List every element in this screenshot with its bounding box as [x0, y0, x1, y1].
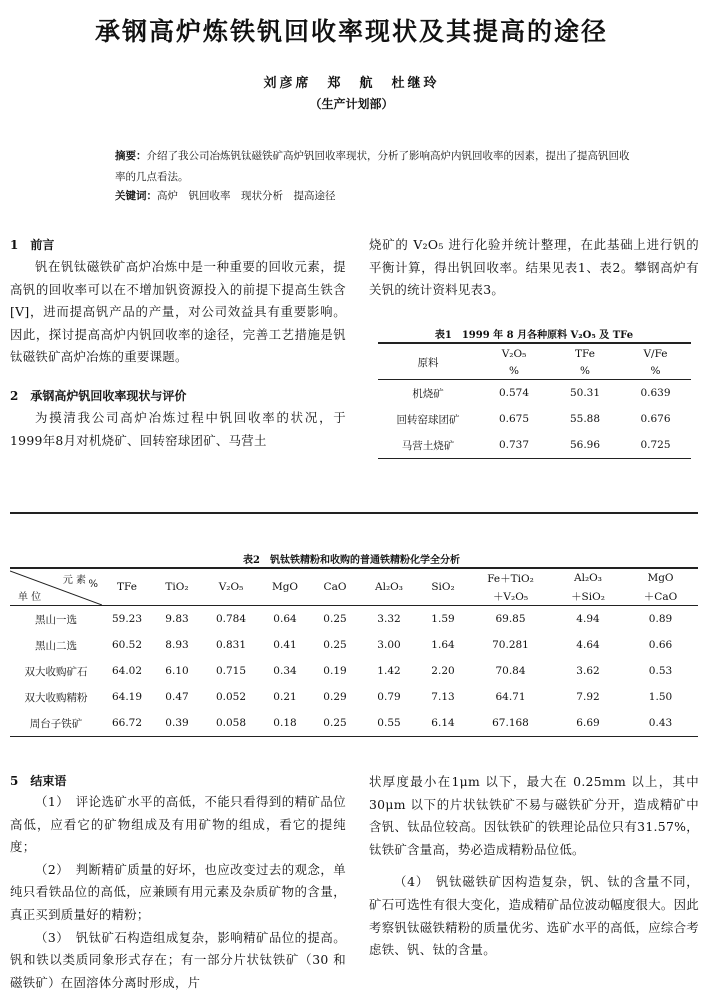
table2-header: V₂O₅ [202, 569, 260, 606]
table2-cell: 0.55 [377, 717, 401, 729]
table2-cell: 双大收购矿石 [24, 665, 88, 678]
table2-cell: 0.21 [273, 691, 297, 703]
table-row [378, 380, 691, 407]
left-column-bottom [10, 772, 346, 994]
table2-cell: 7.92 [576, 691, 600, 703]
table2-corner-bottom: 单 位 [18, 592, 42, 603]
table-row [10, 710, 698, 737]
table2-cell: 0.25 [323, 717, 347, 729]
table2-cell: 64.71 [495, 691, 526, 703]
table2-cell: 0.29 [323, 691, 347, 703]
table2-cell: 4.64 [576, 639, 600, 651]
table1-unit: % [650, 364, 661, 377]
table2-header: CaO [310, 569, 360, 606]
table2-caption: 表2 钒钛铁精粉和收购的普通铁精粉化学全分析 [243, 555, 460, 566]
conclusion-item-1: （1） 评论选矿水平的高低，不能只看得到的精矿品位高低，应看它的矿物组成及有用矿物的组成，看它的提纯度； [10, 794, 346, 855]
table2-header: ＋CaO [643, 590, 678, 603]
table2-cell: 64.19 [111, 691, 143, 703]
table2-cell: 0.39 [165, 717, 189, 729]
table2-cell: 8.93 [165, 639, 189, 651]
table2-cell: 9.83 [165, 613, 189, 625]
department: （生产计划部） [309, 97, 394, 111]
table2-cell: 0.47 [165, 691, 189, 703]
table2-cell: 69.85 [495, 613, 526, 625]
abstract-text: 介绍了我公司冶炼钒钛磁铁矿高炉钒回收率现状，分析了影响高炉内钒回收率的因素，提出了提高钒回收率的几点看法。 [115, 150, 630, 183]
table2-cell: 0.715 [215, 665, 247, 677]
table2-header: TiO₂ [152, 569, 202, 606]
table2-cell: 3.00 [377, 639, 401, 651]
table2-header: Fe＋TiO₂ [487, 572, 534, 585]
table2-header: SiO₂ [418, 569, 468, 606]
table2-cell: 0.41 [273, 639, 297, 651]
table1-header: V₂O₅ [501, 347, 527, 360]
conclusion-item-3: （3） 钒钛矿石构造组成复杂，影响精矿品位的提高。钒和铁以类质同象形式存在；有一部分片状钛铁矿（30 和磁铁矿）在固溶体分离时形成，片 [10, 929, 346, 990]
table-row [10, 684, 698, 710]
right-column-bottom [369, 771, 699, 962]
table2-cell: 1.50 [648, 691, 673, 703]
authors: 刘彦席 郑 航 杜继玲 [263, 76, 440, 91]
table-row [378, 406, 691, 432]
table2-cell: 黑山二选 [35, 639, 77, 652]
table2-cell: 6.10 [165, 665, 189, 677]
keywords-label: 关键词： [115, 190, 157, 202]
table2-cell: 0.058 [215, 717, 247, 729]
table2-cell: 0.79 [377, 691, 401, 703]
table2-header: MgO [260, 569, 310, 606]
table2-cell: 1.59 [431, 613, 455, 625]
keywords [115, 188, 336, 203]
table1-cell: 0.574 [498, 387, 530, 399]
conclusion-item-2: （2） 判断精矿质量的好坏，也应改变过去的观念，单纯只看铁品位的高低，应兼顾有用元素及杂质矿物的含量，真正买到质量好的精粉； [10, 861, 346, 922]
table2-header: TFe [102, 569, 152, 606]
table2-cell: 0.831 [215, 639, 247, 651]
table1-header-material: 原料 [378, 345, 478, 380]
right-column-top [369, 234, 699, 302]
section-2-continued: 烧矿的 V₂O₅ 进行化验并统计整理，在此基础上进行钒的平衡计算，得出钒回收率。结果见表1、表2。攀钢高炉有关钒的统计资料见表3。 [369, 237, 699, 298]
table1-cell: 0.675 [498, 413, 530, 425]
conclusion-item-4: （4） 钒钛磁铁矿因构造复杂，钒、钛的含量不同，矿石可选性有很大变化，造成精矿品位波动幅度很大。因此考察钒钛磁铁精粉的质量优劣、选矿水平的高低，应综合考虑铁、钒、钛的含量。 [369, 874, 699, 958]
conclusion-item-3-continued: 状厚度最小在1μm 以下，最大在 0.25mm 以上，其中 30μm 以下的片状钛铁矿不易与磁铁矿分开，造成精矿中含钒、钛品位较高。因钛铁矿的铁理论品位只有31.57%，钛铁矿含量高，势必造成精粉品位低。 [369, 774, 699, 857]
table2-header: ＋SiO₂ [571, 590, 605, 603]
section-1-paragraph: 钒在钒钛磁铁矿高炉冶炼中是一种重要的回收元素，提高钒的回收率可以在不增加钒资源投入的前提下提高生铁含[V]，进而提高钒产品的产量，对公司效益具有重要影响。因此，探讨提高高炉内钒回收率的途径，完善工艺措施是钒钛磁铁矿高炉冶炼的重要课题。 [10, 259, 346, 365]
table-row [10, 606, 698, 633]
table2-corner-cell [10, 569, 102, 606]
table1-cell: 马营土烧矿 [401, 439, 455, 452]
table1-cell: 机烧矿 [412, 387, 444, 400]
table2 [10, 569, 698, 737]
table2-cell: 0.25 [323, 639, 347, 651]
abstract [115, 146, 635, 188]
table1-cell: 56.96 [569, 439, 601, 451]
table2-cell: 60.52 [111, 639, 143, 651]
table2-cell: 双大收购精粉 [24, 691, 88, 704]
table2-cell: 64.02 [111, 665, 143, 677]
table2-cell: 周台子铁矿 [29, 717, 83, 730]
table1-caption: 表1 1999 年 8 月各种原料 V₂O₅ 及 TFe [434, 330, 634, 341]
table2-cell: 6.14 [431, 717, 455, 729]
table2-cell: 3.62 [576, 665, 600, 677]
table1-cell: 50.31 [569, 387, 601, 399]
table2-cell: 0.18 [273, 717, 297, 729]
abstract-label: 摘要： [115, 150, 147, 162]
table2-cell: 7.13 [431, 691, 455, 703]
table1-top-rule [378, 342, 691, 344]
table2-cell: 0.43 [648, 717, 673, 729]
table1-cell: 55.88 [569, 413, 601, 425]
table1-cell: 0.737 [498, 439, 530, 451]
table2-cell: 70.281 [492, 639, 529, 651]
paper-title: 承钢高炉炼铁钒回收率现状及其提高的途径 [94, 17, 608, 46]
page-divider [10, 512, 698, 514]
table-row [378, 432, 691, 459]
table2-cell: 0.34 [273, 665, 297, 677]
table2-cell: 2.20 [431, 665, 455, 677]
section-2-heading: 2 承钢高炉钒回收率现状与评价 [10, 388, 187, 403]
table2-cell: 3.32 [377, 613, 401, 625]
table2-cell: 0.19 [323, 665, 347, 677]
table2-cell: 0.53 [648, 665, 673, 677]
table2-cell: 0.784 [215, 613, 247, 625]
table1-cell: 0.725 [640, 439, 671, 451]
table-row [10, 632, 698, 658]
table1 [378, 345, 691, 459]
keywords-text: 高炉 钒回收率 现状分析 提高途径 [157, 190, 336, 202]
table2-cell: 0.052 [215, 691, 247, 703]
table2-cell: 70.84 [495, 665, 526, 677]
table2-corner-top: 元 素 [62, 575, 86, 586]
table2-cell: 66.72 [111, 717, 143, 729]
table1-header: TFe [575, 347, 595, 360]
table2-cell: 1.42 [377, 665, 401, 677]
table2-cell: 67.168 [492, 717, 529, 729]
table2-cell: 0.64 [273, 613, 297, 625]
section-5-heading: 5 结束语 [10, 774, 67, 788]
table2-corner-pct: % [88, 579, 98, 590]
table2-cell: 59.23 [111, 613, 143, 625]
table1-header: V/Fe [643, 347, 668, 360]
table1-cell: 0.639 [640, 387, 671, 399]
table2-header: ＋V₂O₅ [492, 590, 529, 603]
left-column-top [10, 236, 346, 452]
table2-header: Al₂O₃ [360, 569, 418, 606]
table2-cell: 6.69 [576, 717, 600, 729]
section-2-paragraph: 为摸清我公司高炉冶炼过程中钒回收率的状况，于1999年8月对机烧矿、回转窑球团矿、马营土 [10, 409, 346, 448]
table2-cell: 0.25 [323, 613, 347, 625]
table-row [10, 658, 698, 684]
table2-header: MgO [647, 572, 674, 584]
table2-cell: 0.89 [648, 613, 673, 625]
table1-cell: 0.676 [640, 413, 671, 425]
table2-header: Al₂O₃ [574, 572, 602, 584]
table2-cell: 黑山一选 [35, 613, 77, 626]
section-1-heading: 1 前言 [10, 238, 55, 252]
table2-cell: 1.64 [431, 639, 455, 651]
table1-unit: % [580, 364, 590, 377]
table2-cell: 4.94 [576, 613, 600, 625]
table1-unit: % [509, 364, 519, 377]
table1-cell: 回转窑球团矿 [396, 413, 460, 426]
table2-cell: 0.66 [648, 639, 673, 651]
